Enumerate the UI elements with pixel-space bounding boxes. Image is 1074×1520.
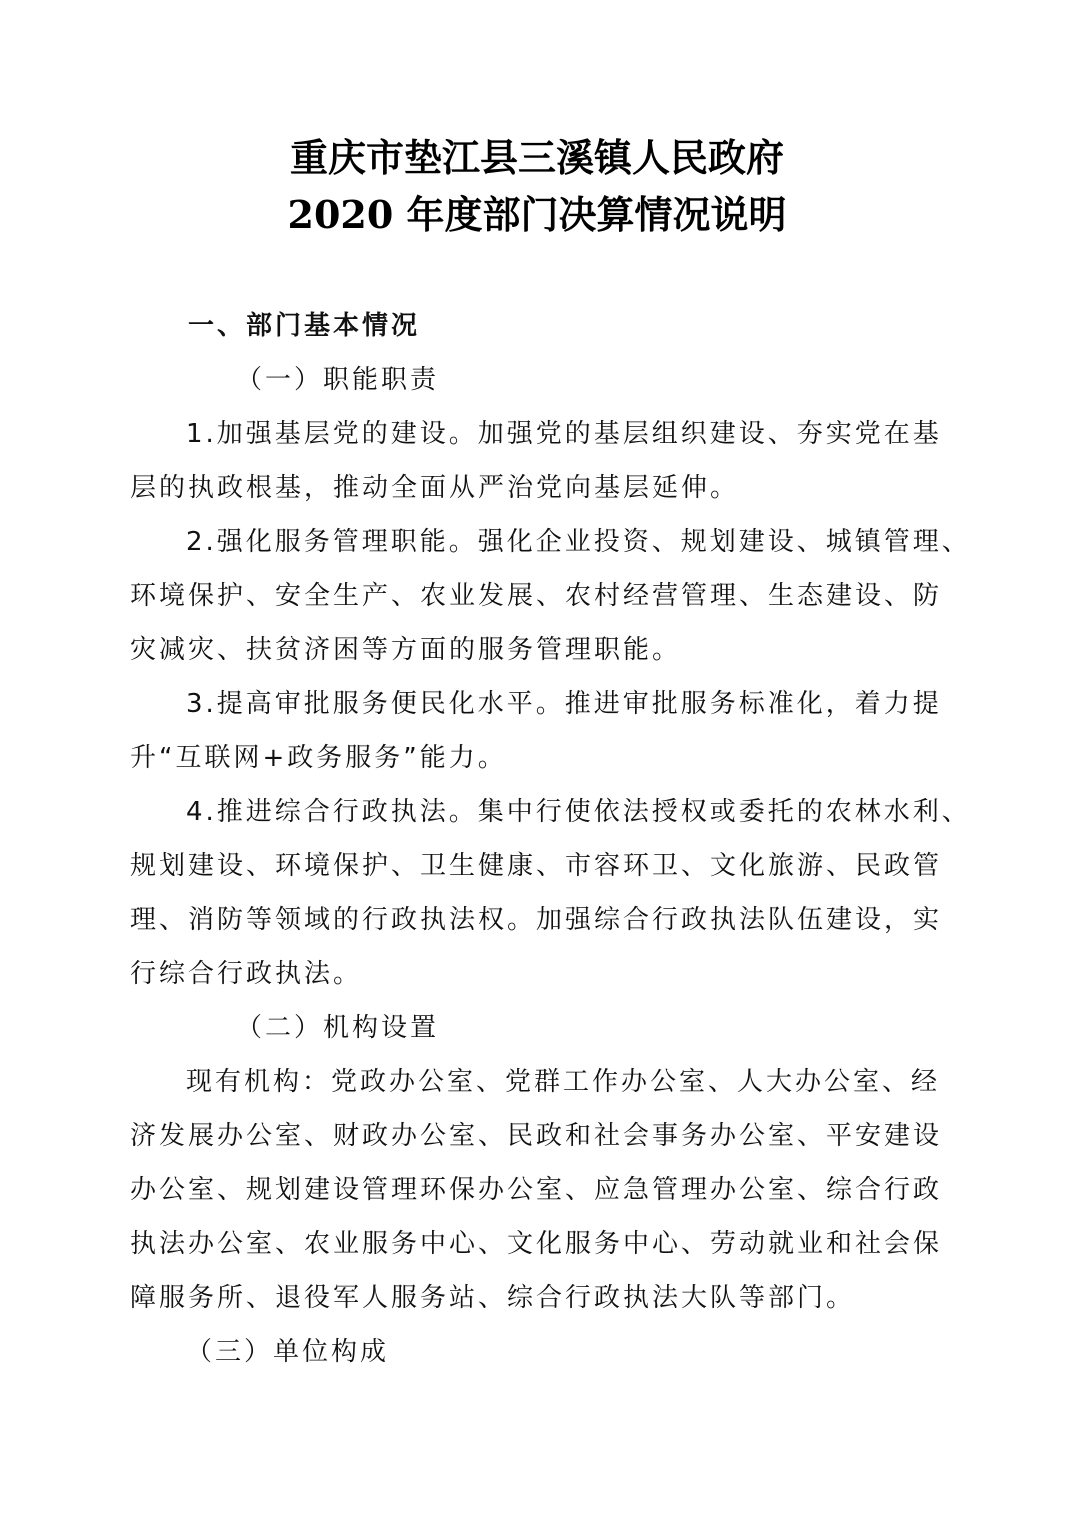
- paragraph-5-line-2: 济发展办公室、财政办公室、民政和社会事务办公室、平安建设: [130, 1121, 943, 1151]
- paragraph-2-line-3: 灾减灾、扶贫济困等方面的服务管理职能。: [130, 635, 682, 665]
- paragraph-1-line-1: 1.加强基层党的建设。加强党的基层组织建设、夯实党在基: [186, 419, 942, 449]
- subsection-heading-units: （三）单位构成: [186, 1337, 390, 1367]
- paragraph-4-line-3: 理、消防等领域的行政执法权。加强综合行政执法队伍建设，实: [130, 905, 943, 935]
- subsection-heading-organization: （二）机构设置: [236, 1013, 440, 1043]
- paragraph-5-line-1: 现有机构：党政办公室、党群工作办公室、人大办公室、经: [186, 1067, 941, 1097]
- paragraph-4-line-2: 规划建设、环境保护、卫生健康、市容环卫、文化旅游、民政管: [130, 851, 943, 881]
- paragraph-1-line-2: 层的执政根基，推动全面从严治党向基层延伸。: [130, 473, 740, 503]
- subsection-heading-functions: （一）职能职责: [236, 365, 440, 395]
- paragraph-5-line-3: 办公室、规划建设管理环保办公室、应急管理办公室、综合行政: [130, 1175, 943, 1205]
- paragraph-2-line-1: 2.强化服务管理职能。强化企业投资、规划建设、城镇管理、: [186, 527, 971, 557]
- paragraph-3-line-2: 升“互联网+政务服务”能力。: [130, 743, 507, 773]
- paragraph-5-line-5: 障服务所、退役军人服务站、综合行政执法大队等部门。: [130, 1283, 856, 1313]
- document-title-line-1: 重庆市垫江县三溪镇人民政府: [289, 135, 784, 180]
- paragraph-2-line-2: 环境保护、安全生产、农业发展、农村经营管理、生态建设、防: [130, 581, 943, 611]
- paragraph-4-line-1: 4.推进综合行政执法。集中行使依法授权或委托的农林水利、: [186, 797, 971, 827]
- paragraph-4-line-4: 行综合行政执法。: [130, 959, 363, 989]
- paragraph-3-line-1: 3.提高审批服务便民化水平。推进审批服务标准化，着力提: [186, 689, 942, 719]
- section-heading-basic-info: 一、部门基本情况: [188, 311, 421, 341]
- document-title-line-2: 2020 年度部门决算情况说明: [287, 192, 787, 237]
- paragraph-5-line-4: 执法办公室、农业服务中心、文化服务中心、劳动就业和社会保: [130, 1229, 943, 1259]
